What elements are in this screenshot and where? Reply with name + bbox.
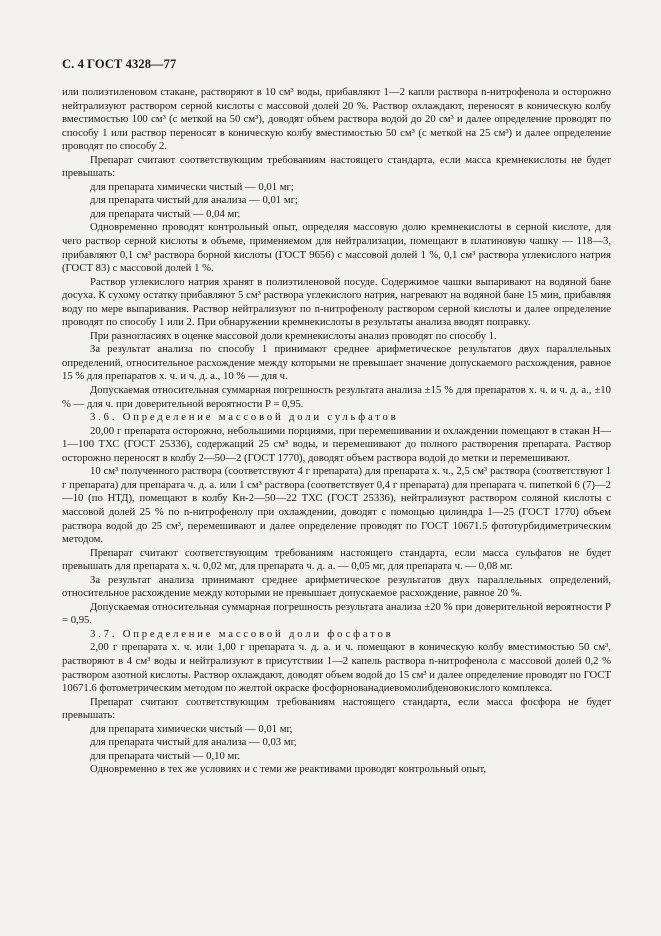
paragraph: 10 см³ полученного раствора (соответствуют 4 г препарата) для препарата х. ч., 2,5 см³ раствора (соответствуют 1 г препарата) для препарата ч. д. а. или 1 см³ раствора (соответствует 0,4 г препарата) для препарата ч. пипеткой 6 (7)—2—10 (по НТД), помещают в колбу Кн-2—50—22 ТХС (ГОСТ 25336), нейтрализуют раствором соляной кислоты с массовой долей 25 % по n-нитрофенолу при охлаждении, доводят с помощью цилиндра 1—25 (ГОСТ 1770) объем раствора водой до 25 см³, перемешивают и далее определение проводят по ГОСТ 10671.5 фототурбидиметрическим методом. <box>62 465 611 546</box>
list-item: для препарата чистый для анализа — 0,01 мг; <box>90 194 298 207</box>
paragraph: За результат анализа принимают среднее арифметическое результатов двух параллельных определений, относительное расхождение между которыми не превышает допускаемое расхождение, равное 20 %. <box>62 573 611 600</box>
paragraph: Одновременно в тех же условиях и с теми же реактивами проводят контрольный опыт, <box>90 763 486 776</box>
paragraph: 20,00 г препарата осторожно, небольшими порциями, при перемешивании и охлаждении помещают в стакан Н—1—100 ТХС (ГОСТ 25336), содержащий 25 см³ воды, и перемешивают до полного растворения препарата. Раствор осторожно переносят в колбу 2—50—2 (ГОСТ 1770), доводят объем раствора водой до метки и перемешивают. <box>62 424 611 464</box>
document-body <box>62 86 611 777</box>
paragraph: Допускаемая относительная суммарная погрешность результата анализа ±20 % при доверительной вероятности P = 0,95. <box>62 600 611 627</box>
page-header: С. 4 ГОСТ 4328—77 <box>62 57 177 71</box>
paragraph: 2,00 г препарата х. ч. или 1,00 г препарата ч. д. а. и ч. помещают в коническую колбу вместимостью 50 см³, растворяют в 4 см³ воды и нейтрализуют в присутствии 1—2 капель раствора n-нитрофенола с массовой долей 0,2 % раствором азотной кислоты. Раствор охлаждают, доводят объем водой до 15 см³ и далее определение проводят по ГОСТ 10671.6 фотометрическим методом по желтой окраске фосфорнованадиевомолибденовокислого комплекса. <box>62 641 611 695</box>
paragraph: или полиэтиленовом стакане, растворяют в 10 см³ воды, прибавляют 1—2 капли раствора n-нитрофенола и осторожно нейтрализуют раствором серной кислоты с массовой долей 20 %. Раствор охлаждают, переносят в коническую колбу вместимостью 100 см³ (с меткой на 50 см³), доводят объем раствора водой до 20 см³ и далее определение проводят по способу 1 или раствор переносят в коническую колбу вместимостью 50 см³ (с меткой на 25 см³) и далее определение проводят по способу 2. <box>62 86 611 153</box>
paragraph: Раствор углекислого натрия хранят в полиэтиленовой посуде. Содержимое чашки выпаривают на водяной бане досуха. К сухому остатку прибавляют 5 см³ раствора углекислого натрия, нагревают на водяной бане 15 мин, прибавляя воду по мере выпаривания. Раствор нейтрализуют по n-нитрофенолу раствором серной кислоты и далее определение проводят по способу 1 или 2. При обнаружении кремнекислоты в результаты анализа вводят поправку. <box>62 275 611 329</box>
list-item: для препарата чистый — 0,04 мг. <box>90 207 241 220</box>
paragraph: За результат анализа по способу 1 принимают среднее арифметическое результатов двух параллельных определений, относительное расхождение между которыми не превышает значение допускаемого расхождения, равное 15 % для препаратов х. ч. и ч. д. а., 10 % — для ч. <box>62 343 611 383</box>
paragraph: Препарат считают соответствующим требованиям настоящего стандарта, если масса сульфатов не будет превышать для препарата х. ч. 0,02 мг, для препарата ч. д. а. — 0,05 мг, для препарата ч. — 0,08 мг. <box>62 546 611 573</box>
paragraph: Препарат считают соответствующим требованиям настоящего стандарта, если масса фосфора не будет превышать: <box>62 695 611 722</box>
paragraph: Допускаемая относительная суммарная погрешность результата анализа ±15 % для препаратов х. ч. и ч. д. а., ±10 % — для ч. при доверительной вероятности P = 0,95. <box>62 384 611 410</box>
list-item: для препарата чистый — 0,10 мг. <box>90 749 241 762</box>
section-heading: 3.6. Определение массовой доли сульфатов <box>90 411 399 424</box>
paragraph: При разногласиях в оценке массовой доли кремнекислоты анализ проводят по способу 1. <box>90 329 497 342</box>
list-item: для препарата чистый для анализа — 0,03 мг, <box>90 736 297 749</box>
list-item: для препарата химически чистый — 0,01 мг, <box>90 722 293 735</box>
paragraph: Препарат считают соответствующим требованиям настоящего стандарта, если масса кремнекислоты не будет превышать: <box>62 153 611 180</box>
section-heading: 3.7. Определение массовой доли фосфатов <box>90 627 394 640</box>
paragraph: Одновременно проводят контрольный опыт, определяя массовую долю кремнекислоты в серной кислоте, для чего раствор серной кислоты в объеме, применяемом для нейтрализации, помещают в платиновую чашку — 118—3, прибавляют 0,1 см³ раствора борной кислоты (ГОСТ 9656) с массовой долей 1 %, 0,1 см³ раствора углекислого натрия (ГОСТ 83) с массовой долей 1 %. <box>62 221 611 275</box>
list-item: для препарата химически чистый — 0,01 мг; <box>90 180 294 193</box>
